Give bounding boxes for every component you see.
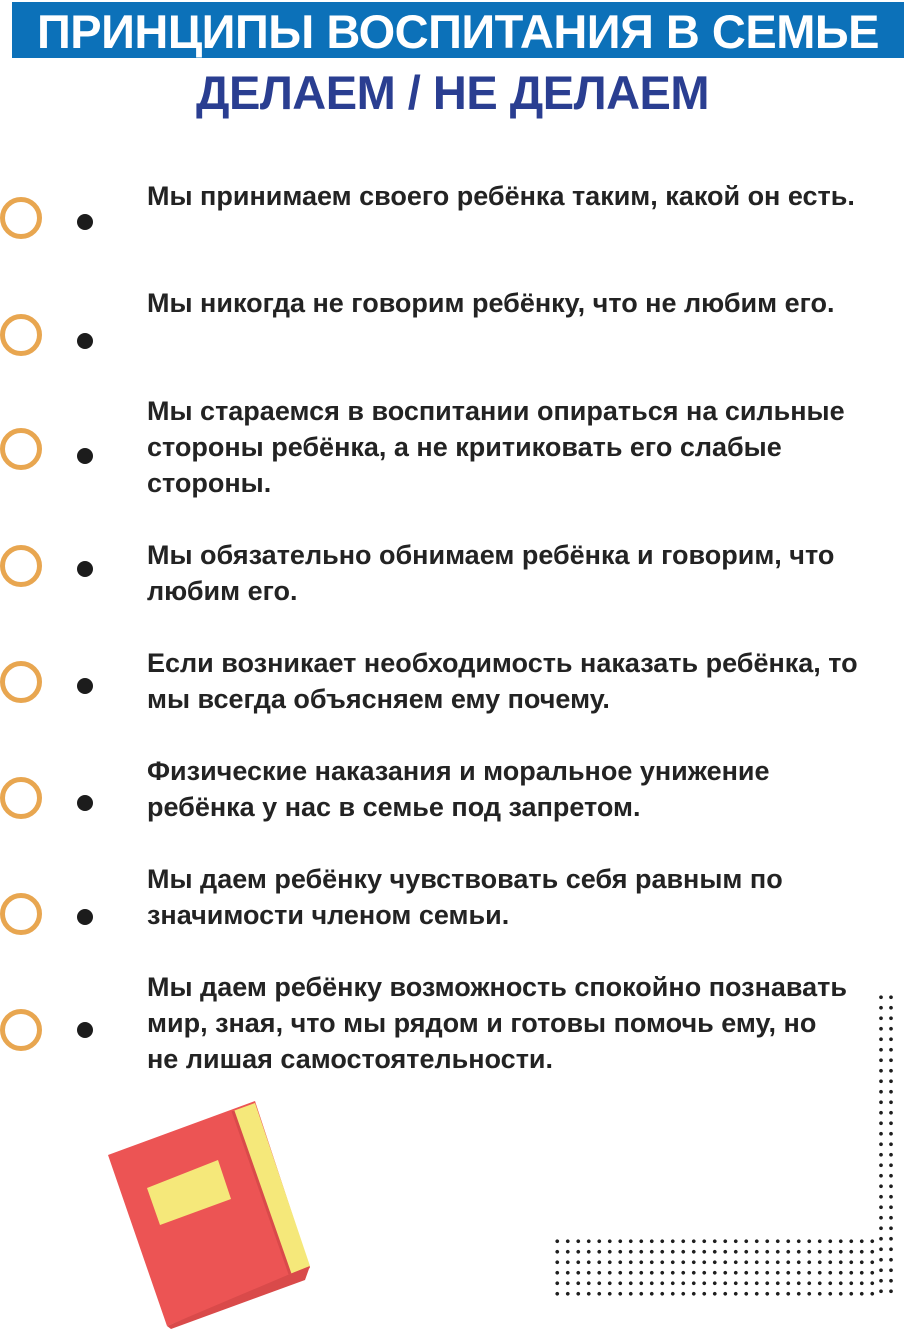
ring-icon xyxy=(0,777,42,819)
ring-icon xyxy=(0,197,42,239)
bullet-dot-icon xyxy=(77,448,93,464)
ring-icon xyxy=(0,428,42,470)
ring-icon xyxy=(0,661,42,703)
page-subtitle: ДЕЛАЕМ / НЕ ДЕЛАЕМ xyxy=(195,66,710,119)
principle-item: Если возникает необходимость наказать ребёнка, то мы всегда объясняем ему почему. xyxy=(147,648,858,714)
bullet-dot-icon xyxy=(77,214,93,230)
ring-icon xyxy=(0,545,42,587)
bullet-dot-icon xyxy=(77,678,93,694)
principle-item: Мы стараемся в воспитании опираться на сильные стороны ребёнка, а не критиковать его слабые стороны. xyxy=(147,396,845,498)
book-illustration xyxy=(105,1098,320,1330)
page-title: ПРИНЦИПЫ ВОСПИТАНИЯ В СЕМЬЕ xyxy=(37,5,879,58)
dot-grid-pattern xyxy=(876,992,896,1294)
principle-item: Физические наказания и моральное унижение ребёнка у нас в семье под запретом. xyxy=(147,756,770,822)
dot-grid-pattern xyxy=(552,1236,876,1298)
ring-icon xyxy=(0,893,42,935)
principle-item: Мы никогда не говорим ребёнку, что не любим его. xyxy=(147,288,835,318)
principle-item: Мы даем ребёнку возможность спокойно познавать мир, зная, что мы рядом и готовы помочь ему, но не лишая самостоятельности. xyxy=(147,972,847,1074)
bullet-dot-icon xyxy=(77,1022,93,1038)
ring-icon xyxy=(0,314,42,356)
bullet-dot-icon xyxy=(77,795,93,811)
ring-icon xyxy=(0,1009,42,1051)
principle-item: Мы принимаем своего ребёнка таким, какой он есть. xyxy=(147,181,855,211)
bullet-dot-icon xyxy=(77,561,93,577)
bullet-dot-icon xyxy=(77,333,93,349)
principle-item: Мы обязательно обнимаем ребёнка и говорим, что любим его. xyxy=(147,540,835,606)
title-banner xyxy=(12,2,904,58)
bullet-dot-icon xyxy=(77,909,93,925)
principle-item: Мы даем ребёнку чувствовать себя равным по значимости членом семьи. xyxy=(147,864,783,930)
